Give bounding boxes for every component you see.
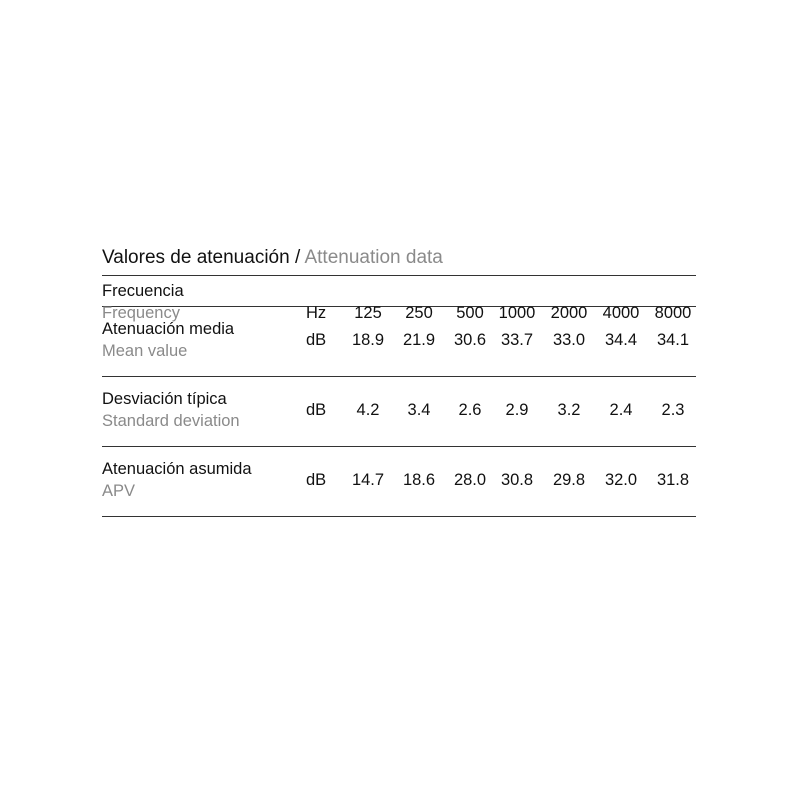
frequency-cell: 8000	[654, 304, 692, 322]
row-label	[102, 388, 240, 432]
frequency-cell: 125	[354, 304, 382, 322]
value-cell: 3.4	[407, 401, 431, 419]
row-label-es: Atenuación media	[102, 320, 235, 338]
value-cell: 34.4	[604, 331, 638, 349]
value-cell: 30.8	[500, 471, 534, 489]
value-cell: 29.8	[552, 471, 586, 489]
table-row-apv	[102, 447, 696, 517]
value-cell: 31.8	[656, 471, 690, 489]
value-cell: 33.0	[552, 331, 586, 349]
value-cell: 33.7	[500, 331, 534, 349]
value-cell: 2.9	[505, 401, 529, 419]
frequency-label-es: Frecuencia	[102, 282, 184, 300]
frequency-cell: 500	[456, 304, 484, 322]
row-unit: dB	[306, 331, 327, 349]
row-label-en: Standard deviation	[102, 412, 240, 430]
frequency-row	[102, 276, 696, 322]
value-cell: 2.6	[458, 401, 482, 419]
value-cell: 21.9	[402, 331, 436, 349]
frequency-cell: 4000	[602, 304, 640, 322]
row-unit: dB	[306, 471, 327, 489]
frequency-cell: 1000	[498, 304, 536, 322]
value-cell: 18.9	[351, 331, 385, 349]
row-label-es: Desviación típica	[102, 390, 227, 408]
table-row-mean	[102, 307, 696, 377]
frequency-cell: 250	[405, 304, 433, 322]
row-label	[102, 318, 234, 362]
row-unit: dB	[306, 401, 327, 419]
value-cell: 18.6	[402, 471, 436, 489]
table-title-separator: /	[294, 247, 301, 268]
attenuation-table	[102, 244, 696, 517]
row-label-en: APV	[102, 482, 136, 500]
frequency-cell: 2000	[550, 304, 588, 322]
value-cell: 34.1	[656, 331, 690, 349]
value-cell: 28.0	[453, 471, 487, 489]
table-title-es: Valores de atenuación	[102, 247, 290, 268]
row-label-en: Mean value	[102, 342, 188, 360]
value-cell: 2.4	[609, 401, 633, 419]
row-label	[102, 458, 252, 502]
table-row-stddev	[102, 377, 696, 447]
value-cell: 4.2	[356, 401, 380, 419]
value-cell: 30.6	[453, 331, 487, 349]
table-title-en: Attenuation data	[304, 247, 443, 268]
frequency-unit: Hz	[306, 304, 327, 322]
value-cell: 2.3	[661, 401, 685, 419]
frequency-label-en: Frequency	[102, 304, 180, 322]
table-title	[102, 244, 696, 276]
row-label-es: Atenuación asumida	[102, 460, 252, 478]
value-cell: 3.2	[557, 401, 581, 419]
value-cell: 32.0	[604, 471, 638, 489]
value-cell: 14.7	[351, 471, 385, 489]
